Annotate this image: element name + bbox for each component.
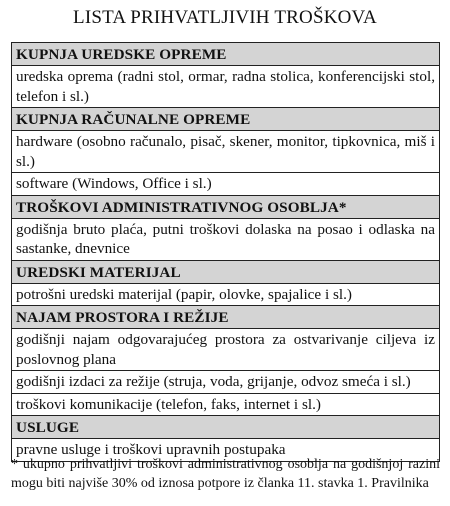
section-item: software (Windows, Office i sl.): [12, 173, 439, 196]
eligible-costs-table: [11, 42, 440, 462]
section-item: godišnja bruto plaća, putni troškovi dolaska na posao i odlaska na sastanke, dnevnice: [12, 219, 439, 261]
section-header-office-equipment: KUPNJA UREDSKE OPREME: [12, 43, 439, 66]
section-item: uredska oprema (radni stol, ormar, radna stolica, konferencijski stol, telefon i sl.): [12, 66, 439, 108]
section-header-computer-equipment: KUPNJA RAČUNALNE OPREME: [12, 108, 439, 131]
section-item: potrošni uredski materijal (papir, olovke, spajalice i sl.): [12, 284, 439, 307]
footnote: * ukupno prihvatljivi troškovi administrativnog osoblja na godišnjoj razini mogu biti najviše 30% od iznosa potpore iz članka 11. stavka 1. Pravilnika: [11, 457, 440, 491]
section-item: godišnji najam odgovarajućeg prostora za ostvarivanje ciljeva iz poslovnog plana: [12, 329, 439, 371]
section-item: godišnji izdaci za režije (struja, voda, grijanje, odvoz smeća i sl.): [12, 371, 439, 394]
section-item: troškovi komunikacije (telefon, faks, internet i sl.): [12, 394, 439, 417]
section-item: hardware (osobno računalo, pisač, skener, monitor, tipkovnica, miš i sl.): [12, 131, 439, 173]
section-header-services: USLUGE: [12, 416, 439, 439]
section-item: pravne usluge i troškovi upravnih postupaka: [12, 439, 439, 462]
section-header-rent-and-utilities: NAJAM PROSTORA I REŽIJE: [12, 306, 439, 329]
section-header-office-supplies: UREDSKI MATERIJAL: [12, 261, 439, 284]
document-title: LISTA PRIHVATLJIVIH TROŠKOVA: [73, 7, 377, 28]
section-header-administrative-staff: TROŠKOVI ADMINISTRATIVNOG OSOBLJA*: [12, 196, 439, 219]
